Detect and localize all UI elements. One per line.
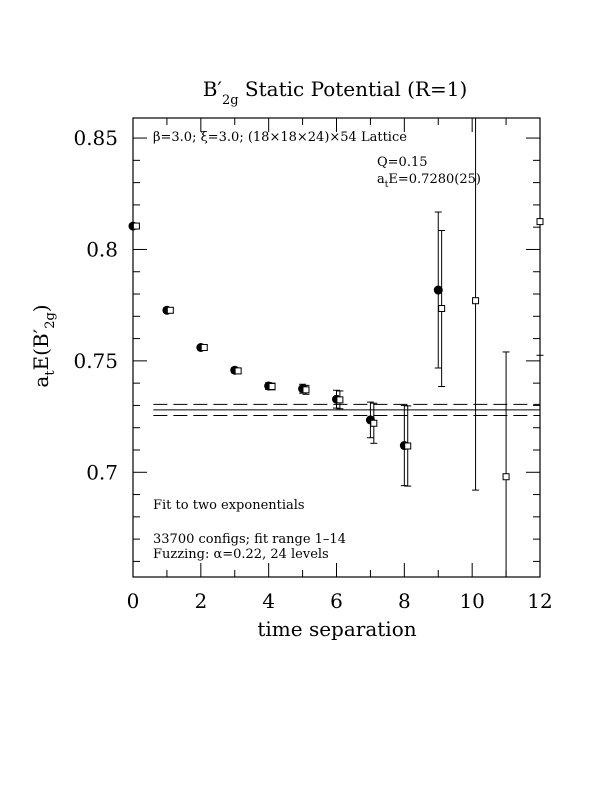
- point-square: [537, 219, 543, 225]
- point-square: [503, 474, 509, 480]
- point-square: [371, 420, 377, 426]
- point-square: [337, 397, 343, 403]
- x-tick-label: 12: [527, 589, 553, 613]
- point-square: [439, 306, 445, 312]
- point-square: [167, 307, 173, 313]
- x-tick-label: 2: [194, 589, 208, 613]
- y-axis-label: $a_tE(B'_{2g})$: [29, 304, 58, 388]
- x-tick-label: 6: [330, 589, 343, 613]
- point-square: [269, 383, 275, 389]
- x-axis-label: time separation: [257, 617, 417, 641]
- x-tick-label: 0: [126, 589, 140, 613]
- y-tick-label: 0.8: [86, 237, 118, 262]
- x-tick-label: 10: [459, 589, 485, 613]
- chart-title: $B'_{2g}$ Static Potential (R=1): [202, 77, 468, 108]
- lattice-annotation: β=3.0; ξ=3.0; (18×18×24)×54 Lattice: [153, 130, 407, 145]
- point-square: [201, 345, 207, 351]
- energy-annotation: $a_tE=0.7280(25)$: [377, 172, 481, 190]
- point-square: [473, 298, 479, 304]
- fit-band: [153, 404, 540, 415]
- point-square: [133, 223, 139, 229]
- x-tick-label: 8: [397, 589, 411, 613]
- point-square: [235, 368, 241, 374]
- fit-annotation: Fit to two exponentials: [153, 498, 305, 513]
- y-tick-label: 0.75: [73, 348, 118, 373]
- point-square: [405, 443, 411, 449]
- fuzzing-annotation: Fuzzing: α=0.22, 24 levels: [153, 547, 329, 562]
- y-tick-label: 0.85: [73, 126, 118, 151]
- q-annotation: Q=0.15: [377, 155, 428, 170]
- point-square: [303, 387, 309, 393]
- x-tick-label: 4: [262, 589, 276, 613]
- y-tick-label: 0.7: [86, 460, 118, 485]
- configs-annotation: 33700 configs; fit range 1–14: [153, 532, 346, 547]
